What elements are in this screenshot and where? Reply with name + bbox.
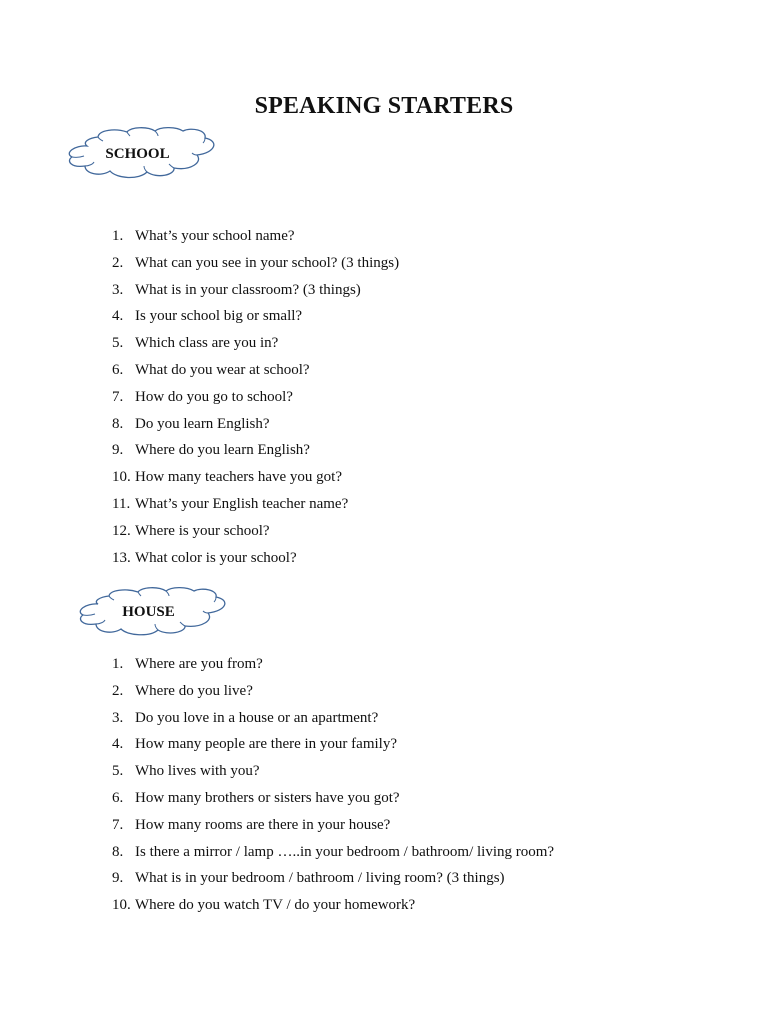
section-heading-school <box>65 126 222 182</box>
list-item-number: 5. <box>112 763 124 780</box>
list-item-number: 8. <box>112 415 124 432</box>
list-item-text: Where are you from? <box>135 656 263 672</box>
list-item-number: 2. <box>112 682 124 699</box>
list-item-text: What can you see in your school? (3 things) <box>135 254 400 271</box>
list-item <box>112 388 399 415</box>
list-item-text: Who lives with you? <box>135 763 260 780</box>
list-item-number: 7. <box>112 388 124 405</box>
list-item <box>112 468 399 495</box>
list-item <box>112 896 554 923</box>
list-item-number: 1. <box>112 228 124 244</box>
list-item-number: 8. <box>112 843 124 860</box>
list-item-number: 9. <box>112 870 124 887</box>
list-item-text: Is your school big or small? <box>135 308 303 325</box>
list-item <box>112 254 399 281</box>
list-item <box>112 789 554 816</box>
list-item-text: How many people are there in your family? <box>135 736 397 753</box>
list-item-text: Do you love in a house or an apartment? <box>135 709 379 726</box>
list-item-number: 6. <box>112 789 124 806</box>
list-item-number: 6. <box>112 361 124 378</box>
list-item-text: What is in your classroom? (3 things) <box>135 281 361 298</box>
list-item <box>112 549 399 576</box>
list-item <box>112 334 399 361</box>
list-item-text: What is in your bedroom / bathroom / living room? (3 things) <box>135 870 505 887</box>
list-item <box>112 522 399 549</box>
list-item-text: Where do you learn English? <box>135 442 310 459</box>
section-heading-label: SCHOOL <box>105 145 170 162</box>
list-item-number: 10. <box>112 469 131 486</box>
list-item-number: 3. <box>112 281 124 298</box>
list-item-text: Do you learn English? <box>135 415 270 432</box>
list-item-text: Is there a mirror / lamp …..in your bedroom / bathroom/ living room? <box>135 843 555 860</box>
list-item-number: 5. <box>112 335 124 352</box>
list-item <box>112 869 554 896</box>
list-item-text: Where is your school? <box>135 522 270 539</box>
list-item-number: 13. <box>112 549 131 566</box>
list-item-number: 4. <box>112 308 124 325</box>
list-item-text: How many rooms are there in your house? <box>135 816 391 833</box>
list-item <box>112 655 554 682</box>
list-item-number: 11. <box>112 495 131 512</box>
list-item-text: Where do you live? <box>135 682 253 699</box>
list-item-number: 7. <box>112 816 124 833</box>
list-item-number: 9. <box>112 442 124 459</box>
list-item-text: What’s your English teacher name? <box>135 495 349 512</box>
list-item <box>112 281 399 308</box>
list-item <box>112 843 554 870</box>
list-item-text: Which class are you in? <box>135 335 279 352</box>
list-item-number: 3. <box>112 709 124 726</box>
list-item-number: 10. <box>112 897 131 914</box>
list-item-text: How many teachers have you got? <box>135 469 343 486</box>
section-heading-label: HOUSE <box>122 603 175 620</box>
list-item <box>112 495 399 522</box>
list-item-text: How many brothers or sisters have you got? <box>135 789 400 806</box>
list-item-text: What do you wear at school? <box>135 361 310 378</box>
list-item-number: 4. <box>112 736 124 753</box>
school-question-list <box>112 227 399 575</box>
list-item-number: 12. <box>112 522 131 539</box>
page-title: SPEAKING STARTERS <box>254 93 514 119</box>
list-item-number: 1. <box>112 656 124 672</box>
list-item <box>112 227 399 254</box>
list-item <box>112 307 399 334</box>
list-item-text: What color is your school? <box>135 549 297 566</box>
list-item-text: How do you go to school? <box>135 388 293 405</box>
list-item <box>112 682 554 709</box>
list-item <box>112 735 554 762</box>
section-heading-house <box>76 586 233 638</box>
list-item <box>112 441 399 468</box>
list-item <box>112 762 554 789</box>
list-item-number: 2. <box>112 254 124 271</box>
list-item <box>112 709 554 736</box>
house-question-list <box>112 655 554 923</box>
list-item <box>112 816 554 843</box>
list-item <box>112 415 399 442</box>
list-item <box>112 361 399 388</box>
list-item-text: What’s your school name? <box>135 228 295 244</box>
list-item-text: Where do you watch TV / do your homework? <box>135 897 416 914</box>
